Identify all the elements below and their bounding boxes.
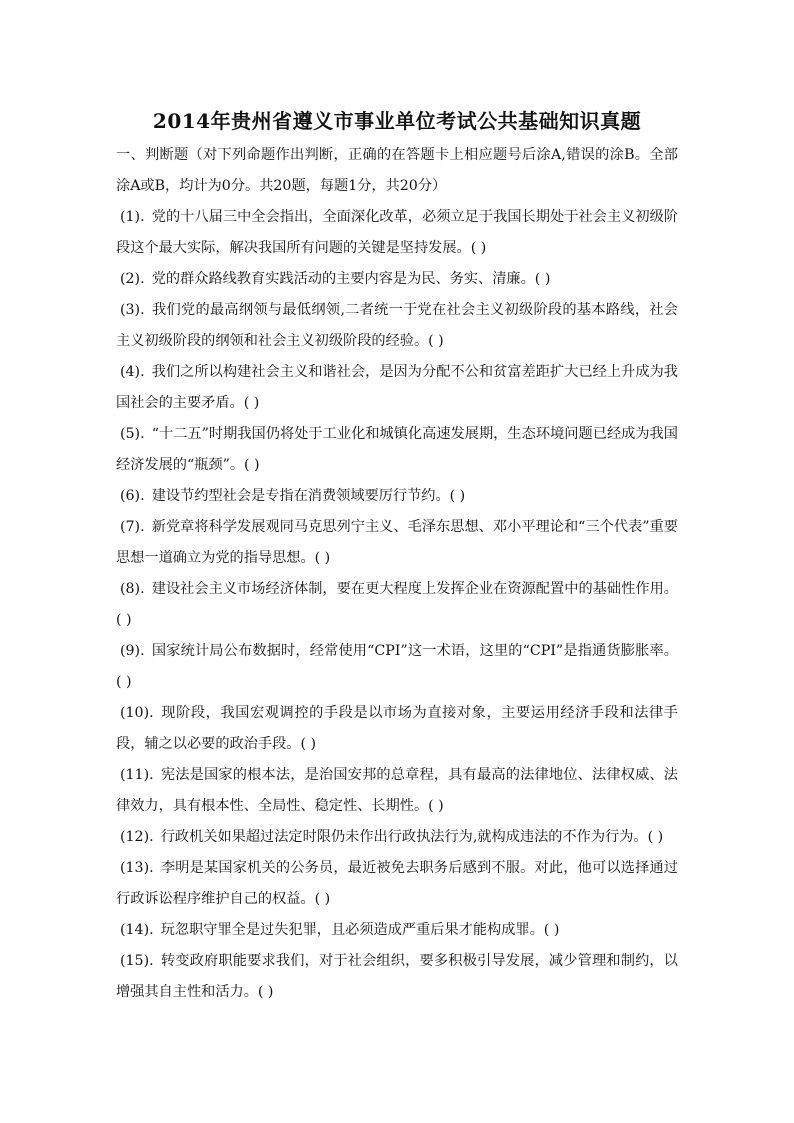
question-text: 玩忽职守罪全是过失犯罪，且必须造成严重后果才能构成罪。( ) [160,922,560,938]
question-text: 李明是某国家机关的公务员，最近被免去职务后感到不服。对此，他可以选择通过行政诉讼程序维护自己的权益。( ) [116,860,678,907]
question-list [116,202,678,1008]
question-number: (8). [120,581,145,597]
question-item [116,946,678,1008]
question-number: (9). [120,643,145,659]
question-number: (3). [120,302,145,318]
question-item [116,264,678,295]
question-text: “十二五”时期我国仍将处于工业化和城镇化高速发展期，生态环境问题已经成为我国经济发展的“瓶颈”。( ) [116,426,678,473]
question-number: (5). [120,426,145,442]
question-text: 党的群众路线教育实践活动的主要内容是为民、务实、清廉。( ) [151,271,551,287]
question-number: (13). [120,860,154,876]
question-number: (7). [120,519,145,535]
question-number: (10). [120,705,154,721]
question-item [116,419,678,481]
question-number: (15). [120,953,154,969]
question-item [116,512,678,574]
question-text: 转变政府职能要求我们，对于社会组织，要多积极引导发展，减少管理和制约，以增强其自主性和活力。( ) [116,953,678,1000]
question-number: (2). [120,271,145,287]
section-heading: 一、判断题（对下列命题作出判断，正确的在答题卡上相应题号后涂A,错误的涂B。全部涂A或B，均计为0分。共20题，每题1分，共20分） [116,147,678,194]
question-number: (1). [120,209,145,225]
question-item [116,295,678,357]
question-text: 国家统计局公布数据时，经常使用“CPI”这一术语，这里的“CPI”是指通货膨胀率。( ) [116,643,678,690]
question-text: 我们之所以构建社会主义和谐社会，是因为分配不公和贫富差距扩大已经上升成为我国社会的主要矛盾。( ) [116,364,678,411]
question-text: 建设社会主义市场经济体制，要在更大程度上发挥企业在资源配置中的基础性作用。( ) [116,581,678,628]
question-text: 建设节约型社会是专指在消费领域要厉行节约。( ) [151,488,466,504]
question-text: 行政机关如果超过法定时限仍未作出行政执法行为,就构成违法的不作为行为。( ) [160,829,664,845]
question-item [116,574,678,636]
question-item [116,822,678,853]
question-text: 我们党的最高纲领与最低纲领,二者统一于党在社会主义初级阶段的基本路线，社会主义初级阶段的纲领和社会主义初级阶段的经验。( ) [116,302,678,349]
question-text: 宪法是国家的根本法，是治国安邦的总章程，具有最高的法律地位、法律权威、法律效力，具有根本性、全局性、稳定性、长期性。( ) [116,767,678,814]
question-number: (11). [120,767,154,783]
question-item [116,202,678,264]
question-item [116,636,678,698]
question-text: 现阶段，我国宏观调控的手段是以市场为直接对象，主要运用经济手段和法律手段，辅之以必要的政治手段。( ) [116,705,678,752]
document-title: 2014年贵州省遵义市事业单位考试公共基础知识真题 [152,109,642,133]
question-text: 新党章将科学发展观同马克思列宁主义、毛泽东思想、邓小平理论和“三个代表”重要思想一道确立为党的指导思想。( ) [116,519,678,566]
question-item [116,481,678,512]
question-item [116,760,678,822]
question-item [116,853,678,915]
question-item [116,357,678,419]
question-number: (4). [120,364,145,380]
question-number: (6). [120,488,145,504]
question-item [116,915,678,946]
question-number: (14). [120,922,154,938]
question-text: 党的十八届三中全会指出，全面深化改革，必须立足于我国长期处于社会主义初级阶段这个最大实际，解决我国所有问题的关键是坚持发展。( ) [116,209,678,256]
question-number: (12). [120,829,154,845]
question-item [116,698,678,760]
